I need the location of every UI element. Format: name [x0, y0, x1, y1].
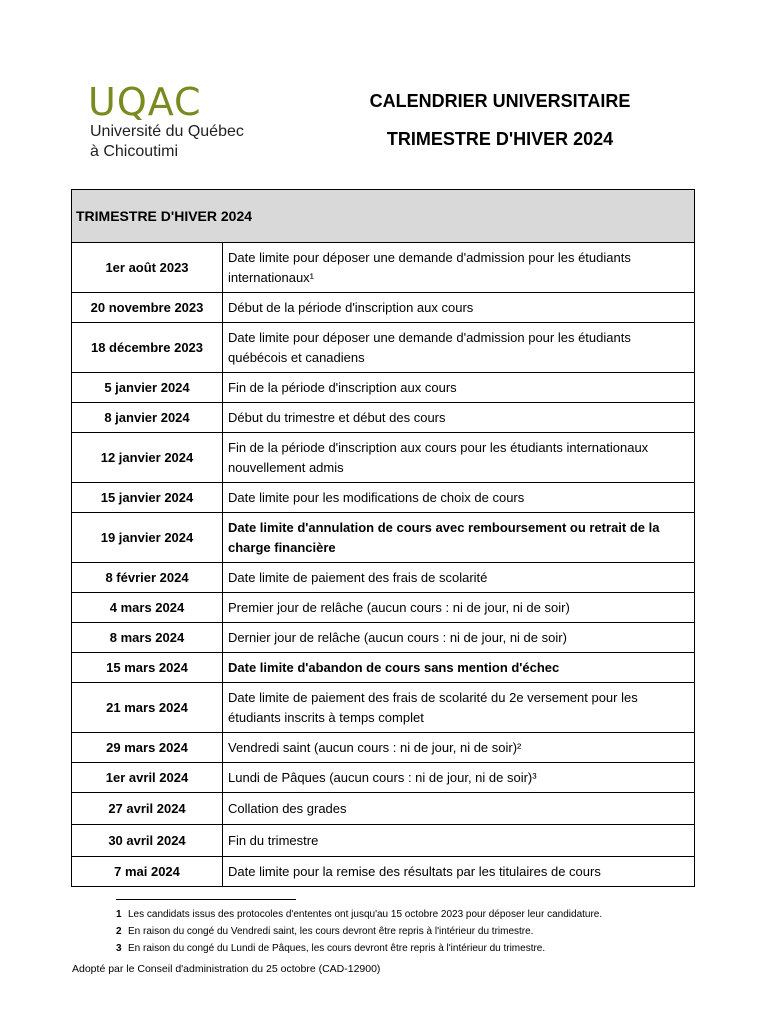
row-date: 4 mars 2024	[72, 593, 223, 623]
row-date: 7 mai 2024	[72, 857, 223, 887]
footnotes	[116, 906, 602, 957]
table-row	[72, 483, 695, 513]
table-row	[72, 563, 695, 593]
row-description: Date limite pour la remise des résultats par les titulaires de cours	[223, 857, 695, 887]
row-description: Fin de la période d'inscription aux cours	[223, 373, 695, 403]
row-description: Date limite d'abandon de cours sans mention d'échec	[223, 653, 695, 683]
row-date: 8 mars 2024	[72, 623, 223, 653]
page-subtitle: TRIMESTRE D'HIVER 2024	[386, 129, 614, 149]
table-row	[72, 857, 695, 887]
table-row	[72, 433, 695, 483]
row-description: Date limite de paiement des frais de scolarité	[223, 563, 695, 593]
logo-mark: UQAC	[88, 80, 202, 124]
row-date: 21 mars 2024	[72, 683, 223, 733]
adoption-note: Adopté par le Conseil d'administration du 25 octobre (CAD-12900)	[72, 963, 381, 975]
row-description: Début du trimestre et début des cours	[223, 403, 695, 433]
footnote-number: 3	[116, 943, 122, 954]
footnote-text: En raison du congé du Vendredi saint, les cours devront être repris à l'intérieur du trimestre.	[128, 926, 534, 937]
table-row	[72, 243, 695, 293]
row-date: 1er août 2023	[72, 243, 223, 293]
row-date: 18 décembre 2023	[72, 323, 223, 373]
footnote	[116, 923, 602, 940]
table-row	[72, 793, 695, 825]
page-title: CALENDRIER UNIVERSITAIRE	[369, 91, 631, 111]
table-heading: TRIMESTRE D'HIVER 2024	[72, 190, 695, 243]
row-date: 30 avril 2024	[72, 825, 223, 857]
logo-line-1: Université du Québec	[90, 123, 244, 140]
table-row	[72, 373, 695, 403]
table-row	[72, 623, 695, 653]
footnote-number: 2	[116, 926, 122, 937]
row-date: 27 avril 2024	[72, 793, 223, 825]
row-description: Fin du trimestre	[223, 825, 695, 857]
uqac-logo	[88, 82, 288, 162]
row-date: 19 janvier 2024	[72, 513, 223, 563]
footnote	[116, 906, 602, 923]
row-description: Date limite d'annulation de cours avec remboursement ou retrait de la charge financière	[223, 513, 695, 563]
row-description: Vendredi saint (aucun cours : ni de jour, ni de soir)²	[223, 733, 695, 763]
row-date: 1er avril 2024	[72, 763, 223, 793]
table-row	[72, 733, 695, 763]
row-description: Premier jour de relâche (aucun cours : ni de jour, ni de soir)	[223, 593, 695, 623]
footnote-text: Les candidats issus des protocoles d'ententes ont jusqu'au 15 octobre 2023 pour déposer leur candidature.	[128, 909, 603, 920]
table-row	[72, 513, 695, 563]
row-description: Collation des grades	[223, 793, 695, 825]
row-description: Date limite de paiement des frais de scolarité du 2e versement pour les étudiants inscrits à temps complet	[223, 683, 695, 733]
table-row	[72, 293, 695, 323]
table-heading-row	[72, 190, 695, 243]
row-date: 8 février 2024	[72, 563, 223, 593]
row-date: 20 novembre 2023	[72, 293, 223, 323]
footnote	[116, 940, 602, 957]
row-description: Date limite pour déposer une demande d'admission pour les étudiants québécois et canadiens	[223, 323, 695, 373]
row-date: 15 mars 2024	[72, 653, 223, 683]
page-header	[312, 88, 688, 152]
table-row	[72, 683, 695, 733]
table-row	[72, 323, 695, 373]
row-date: 8 janvier 2024	[72, 403, 223, 433]
row-date: 5 janvier 2024	[72, 373, 223, 403]
footnote-number: 1	[116, 909, 122, 920]
row-date: 12 janvier 2024	[72, 433, 223, 483]
footnote-text: En raison du congé du Lundi de Pâques, les cours devront être repris à l'intérieur du trimestre.	[128, 943, 546, 954]
table-row	[72, 593, 695, 623]
row-description: Date limite pour déposer une demande d'admission pour les étudiants internationaux¹	[223, 243, 695, 293]
row-date: 29 mars 2024	[72, 733, 223, 763]
row-date: 15 janvier 2024	[72, 483, 223, 513]
row-description: Fin de la période d'inscription aux cours pour les étudiants internationaux nouvellement admis	[223, 433, 695, 483]
calendar-table	[71, 189, 695, 887]
footnote-separator	[116, 899, 296, 900]
row-description: Début de la période d'inscription aux cours	[223, 293, 695, 323]
table-row	[72, 403, 695, 433]
row-description: Date limite pour les modifications de choix de cours	[223, 483, 695, 513]
table-row	[72, 825, 695, 857]
logo-line-2: à Chicoutimi	[90, 143, 179, 160]
table-row	[72, 653, 695, 683]
table-row	[72, 763, 695, 793]
row-description: Lundi de Pâques (aucun cours : ni de jour, ni de soir)³	[223, 763, 695, 793]
row-description: Dernier jour de relâche (aucun cours : ni de jour, ni de soir)	[223, 623, 695, 653]
